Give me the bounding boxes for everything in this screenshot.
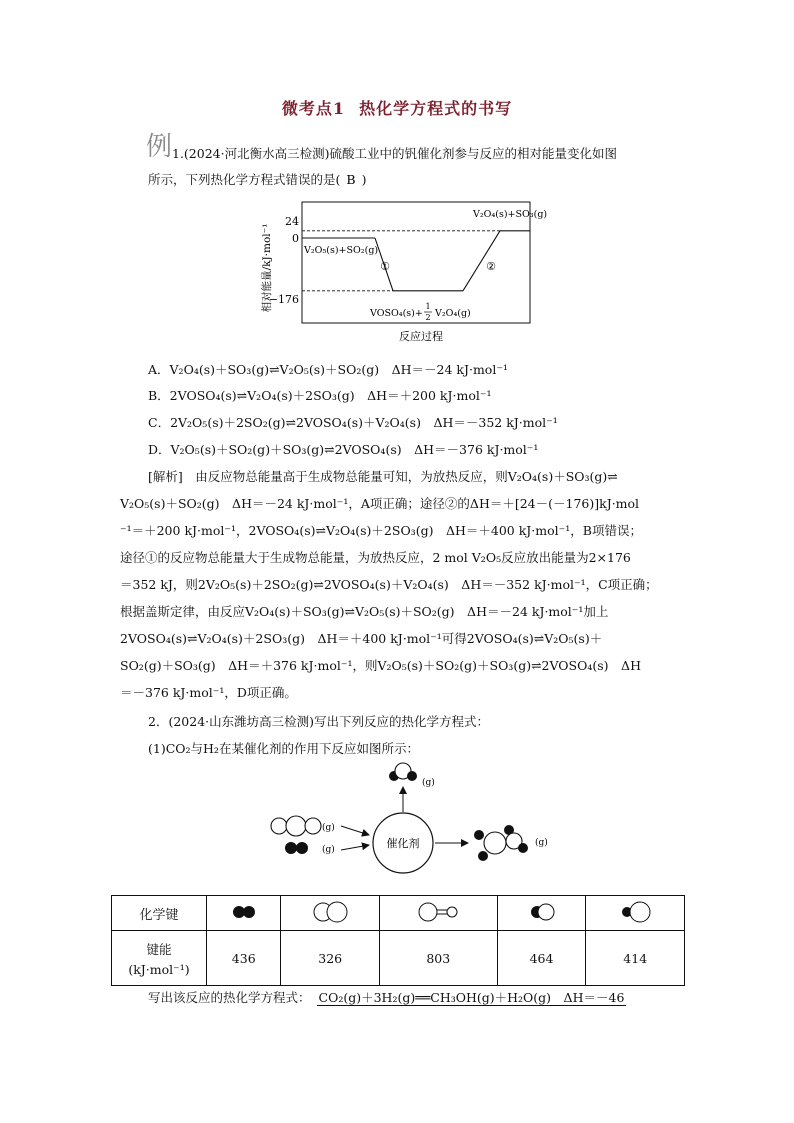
h2-g-label: (g)	[322, 845, 335, 855]
x-axis-label: 反应过程	[399, 330, 443, 343]
example-marker: 例	[146, 132, 173, 162]
arrow-h2	[341, 845, 369, 850]
step-1-label: ①	[380, 260, 390, 273]
energy-value: 414	[586, 931, 685, 986]
analysis-line-3: ⁻¹＝＋200 kJ·mol⁻¹，2VOSO₄(s)⇌V₂O₄(s)＋2SO₃(g) ΔH＝＋400 kJ·mol⁻¹，B项错误；	[120, 523, 642, 538]
analysis-line-8: SO₂(g)＋SO₃(g) ΔH＝＋376 kJ·mol⁻¹，则V₂O₅(s)＋SO₂(g)＋SO₃(g)⇌2VOSO₄(s) ΔH	[120, 658, 641, 673]
reaction-diagram	[265, 765, 565, 890]
option-d: D．V₂O₅(s)＋SO₂(g)＋SO₃(g)⇌2VOSO₄(s) ΔH＝－376 kJ·mol⁻¹	[148, 442, 539, 457]
arrow-co2	[341, 826, 369, 835]
y-tick-24: 24	[285, 215, 299, 228]
analysis-line-4: 途径①的反应物总能量大于生成物总能量，为放热反应，2 mol V₂O₅反应放出能量为2×176	[120, 550, 631, 565]
question-2-sub1: (1)CO₂与H₂在某催化剂的作用下反应如图所示：	[148, 741, 419, 756]
co2-molecule	[271, 816, 321, 836]
bond-header: 化学键	[112, 896, 207, 931]
species-mid-tail: V₂O₄(g)	[435, 308, 471, 319]
final-equation: CO₂(g)＋3H₂(g)══CH₃OH(g)＋H₂O(g) ΔH＝－46	[318, 990, 625, 1005]
bond-ch	[586, 896, 685, 931]
species-start: V₂O₅(s)+SO₂(g)	[304, 245, 379, 256]
bond-oh	[497, 896, 586, 931]
step-2-label: ②	[486, 260, 496, 273]
title-text: 热化学方程式的书写	[359, 99, 513, 118]
y-tick-minus176: −176	[268, 293, 299, 306]
oh-bond-icon	[524, 900, 560, 924]
analysis-line-2: V₂O₅(s)＋SO₂(g) ΔH＝－24 kJ·mol⁻¹，A项正确；途径②的ΔH＝＋[24－(－176)]kJ·mol	[120, 496, 640, 511]
bond-co-single	[281, 896, 379, 931]
water-molecule	[389, 763, 417, 781]
analysis-line-9: ＝－376 kJ·mol⁻¹，D项正确。	[120, 685, 297, 700]
hh-bond-icon	[229, 902, 259, 922]
energy-profile-chart	[255, 196, 548, 346]
energy-label-cell: 键能 (kJ·mol⁻¹)	[112, 931, 207, 986]
analysis-line-1: [解析] 由反应物总能量高于生成物总能量可知，为放热反应，则V₂O₄(s)＋SO₃(g)⇌	[148, 469, 618, 484]
co-double-bond-icon	[414, 900, 462, 924]
co2-g-label: (g)	[322, 823, 335, 833]
bond-co-double	[379, 896, 497, 931]
h2-molecule	[285, 842, 308, 854]
species-mid: VOSO₄(s)+	[370, 308, 423, 319]
analysis-line-5: ＝352 kJ，则2V₂O₅(s)＋2SO₂(g)⇌2VOSO₄(s)＋V₂O₄(s) ΔH＝－352 kJ·mol⁻¹，C项正确；	[120, 577, 658, 592]
option-c: C．2V₂O₅(s)＋2SO₂(g)⇌2VOSO₄(s)＋V₂O₄(s) ΔH＝－352 kJ·mol⁻¹	[148, 415, 558, 430]
option-b: B．2VOSO₄(s)⇌V₂O₄(s)＋2SO₃(g) ΔH＝＋200 kJ·mol⁻¹	[148, 388, 492, 403]
species-mid-frac-den: 2	[425, 313, 431, 322]
energy-value: 464	[497, 931, 586, 986]
question-1-stem-line1: 1.(2024·河北衡水高三检测)硫酸工业中的钒催化剂参与反应的相对能量变化如图	[172, 146, 617, 161]
question-1-stem-line2: 所示，下列热化学方程式错误的是( B )	[148, 172, 367, 187]
water-g-label: (g)	[422, 778, 435, 788]
energy-value: 436	[207, 931, 281, 986]
option-a: A．V₂O₄(s)＋SO₃(g)⇌V₂O₅(s)＋SO₂(g) ΔH＝－24 kJ·mol⁻¹	[148, 362, 508, 377]
co-single-bond-icon	[310, 900, 350, 924]
bond-energy-table	[111, 895, 685, 986]
species-mid-frac-num: 1	[425, 302, 431, 311]
methanol-g-label: (g)	[535, 838, 548, 848]
species-end: V₂O₄(s)+SO₃(g)	[473, 209, 548, 220]
energy-value: 326	[281, 931, 379, 986]
ch-bond-icon	[615, 899, 655, 925]
title-label: 微考点1	[281, 99, 346, 118]
answer-letter: B	[346, 172, 356, 187]
analysis-line-6: 根据盖斯定律，由反应V₂O₄(s)＋SO₃(g)⇌V₂O₅(s)＋SO₂(g) ΔH＝－24 kJ·mol⁻¹加上	[120, 604, 609, 619]
methanol-molecule	[474, 825, 528, 861]
bond-hh	[207, 896, 281, 931]
energy-value: 803	[379, 931, 497, 986]
y-tick-0: 0	[292, 232, 299, 245]
question-2-stem: 2．(2024·山东潍坊高三检测)写出下列反应的热化学方程式：	[148, 714, 489, 729]
catalyst-label: 催化剂	[386, 837, 420, 850]
page-title	[0, 96, 794, 119]
final-answer-line: 写出该反应的热化学方程式： CO₂(g)＋3H₂(g)══CH₃OH(g)＋H₂O(g) ΔH＝－46	[148, 990, 625, 1005]
y-axis-label: 相对能量/kJ·mol⁻¹	[261, 223, 273, 313]
analysis-line-7: 2VOSO₄(s)⇌V₂O₄(s)＋2SO₃(g) ΔH＝＋400 kJ·mol⁻¹可得2VOSO₄(s)⇌V₂O₅(s)＋	[120, 631, 603, 646]
